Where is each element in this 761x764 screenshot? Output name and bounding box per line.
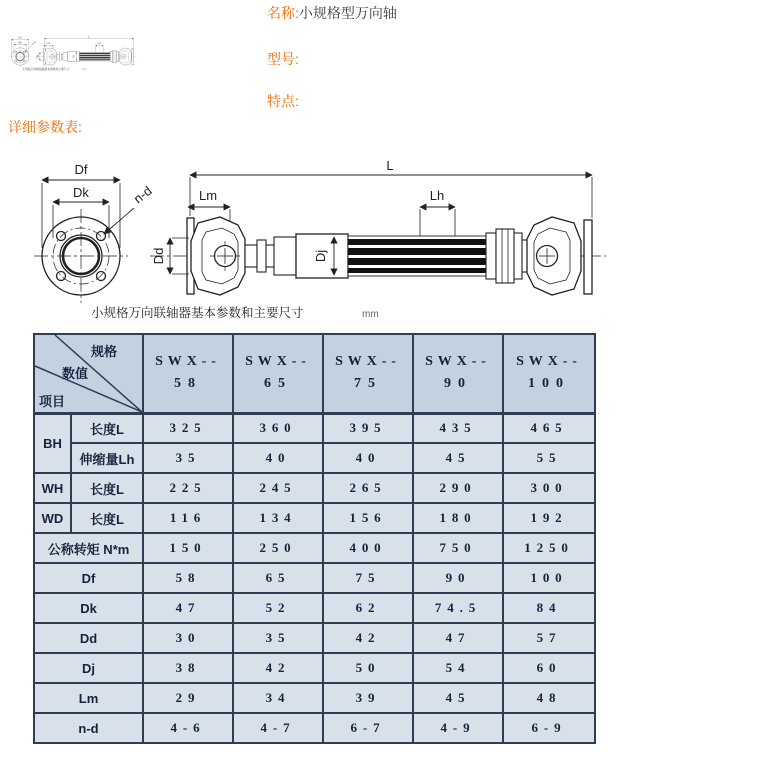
spec-table xyxy=(33,333,596,744)
value-cell: 48 xyxy=(503,683,595,713)
table-row xyxy=(34,443,595,473)
model-label: 型号: xyxy=(267,51,299,67)
row-label: 公称转矩 N*m xyxy=(34,533,143,563)
row-label: Df xyxy=(34,563,143,593)
technical-drawing xyxy=(0,150,620,330)
table-row xyxy=(34,473,595,503)
value-cell: 29 xyxy=(143,683,233,713)
model-col-header: SWX-- 100 xyxy=(503,334,595,413)
value-cell: 1250 xyxy=(503,533,595,563)
value-cell: 84 xyxy=(503,593,595,623)
feature-label: 特点: xyxy=(267,93,299,109)
value-cell: 192 xyxy=(503,503,595,533)
value-cell: 300 xyxy=(503,473,595,503)
row-label: Lm xyxy=(34,683,143,713)
value-cell: 4-7 xyxy=(233,713,323,743)
value-cell: 45 xyxy=(413,683,503,713)
model-col-header: SWX-- 75 xyxy=(323,334,413,413)
value-cell: 360 xyxy=(233,413,323,443)
value-cell: 42 xyxy=(233,653,323,683)
table-row xyxy=(34,413,595,443)
value-cell: 57 xyxy=(503,623,595,653)
value-cell: 290 xyxy=(413,473,503,503)
row-label: Dd xyxy=(34,623,143,653)
value-cell: 42 xyxy=(323,623,413,653)
value-cell: 52 xyxy=(233,593,323,623)
value-cell: 250 xyxy=(233,533,323,563)
table-row xyxy=(34,563,595,593)
row-item: 长度L xyxy=(71,413,143,443)
value-cell: 47 xyxy=(413,623,503,653)
product-model-line xyxy=(267,52,299,67)
model-col-header: SWX-- 58 xyxy=(143,334,233,413)
value-cell: 30 xyxy=(143,623,233,653)
value-cell: 750 xyxy=(413,533,503,563)
value-cell: 55 xyxy=(503,443,595,473)
value-cell: 35 xyxy=(233,623,323,653)
value-cell: 34 xyxy=(233,683,323,713)
value-cell: 45 xyxy=(413,443,503,473)
value-cell: 100 xyxy=(503,563,595,593)
value-cell: 465 xyxy=(503,413,595,443)
value-cell: 62 xyxy=(323,593,413,623)
corner-cell xyxy=(34,334,143,413)
table-row xyxy=(34,653,595,683)
value-cell: 6-7 xyxy=(323,713,413,743)
value-cell: 150 xyxy=(143,533,233,563)
corner-value-label: 数值 xyxy=(62,366,89,381)
params-label: 详细参数表: xyxy=(8,119,82,135)
value-cell: 40 xyxy=(233,443,323,473)
row-label: Dk xyxy=(34,593,143,623)
value-cell: 35 xyxy=(143,443,233,473)
table-header-row xyxy=(34,334,595,413)
value-cell: 225 xyxy=(143,473,233,503)
value-cell: 4-6 xyxy=(143,713,233,743)
value-cell: 38 xyxy=(143,653,233,683)
model-col-header: SWX-- 65 xyxy=(233,334,323,413)
value-cell: 75 xyxy=(323,563,413,593)
value-cell: 58 xyxy=(143,563,233,593)
value-cell: 400 xyxy=(323,533,413,563)
model-col-header: SWX-- 90 xyxy=(413,334,503,413)
row-group: WH xyxy=(34,473,71,503)
row-label: Dj xyxy=(34,653,143,683)
value-cell: 90 xyxy=(413,563,503,593)
value-cell: 325 xyxy=(143,413,233,443)
table-row xyxy=(34,623,595,653)
value-cell: 50 xyxy=(323,653,413,683)
value-cell: 74.5 xyxy=(413,593,503,623)
corner-item-label: 项目 xyxy=(39,394,66,409)
value-cell: 134 xyxy=(233,503,323,533)
product-thumbnail xyxy=(2,33,140,77)
value-cell: 6-9 xyxy=(503,713,595,743)
value-cell: 54 xyxy=(413,653,503,683)
name-value: 小规格型万向轴 xyxy=(298,5,397,21)
table-row xyxy=(34,683,595,713)
row-item: 伸缩量Lh xyxy=(71,443,143,473)
row-group: BH xyxy=(34,413,71,473)
product-name-line xyxy=(267,6,397,21)
row-group: WD xyxy=(34,503,71,533)
corner-spec-label: 规格 xyxy=(91,344,118,359)
table-row xyxy=(34,593,595,623)
value-cell: 435 xyxy=(413,413,503,443)
row-item: 长度L xyxy=(71,503,143,533)
value-cell: 47 xyxy=(143,593,233,623)
detail-params-heading xyxy=(8,120,82,135)
name-label: 名称: xyxy=(267,5,299,21)
table-row xyxy=(34,713,595,743)
table-row xyxy=(34,503,595,533)
row-label: n-d xyxy=(34,713,143,743)
table-row xyxy=(34,533,595,563)
value-cell: 39 xyxy=(323,683,413,713)
value-cell: 40 xyxy=(323,443,413,473)
row-item: 长度L xyxy=(71,473,143,503)
value-cell: 65 xyxy=(233,563,323,593)
value-cell: 156 xyxy=(323,503,413,533)
value-cell: 4-9 xyxy=(413,713,503,743)
value-cell: 245 xyxy=(233,473,323,503)
value-cell: 60 xyxy=(503,653,595,683)
product-feature-line xyxy=(267,94,299,109)
value-cell: 180 xyxy=(413,503,503,533)
value-cell: 265 xyxy=(323,473,413,503)
value-cell: 116 xyxy=(143,503,233,533)
value-cell: 395 xyxy=(323,413,413,443)
